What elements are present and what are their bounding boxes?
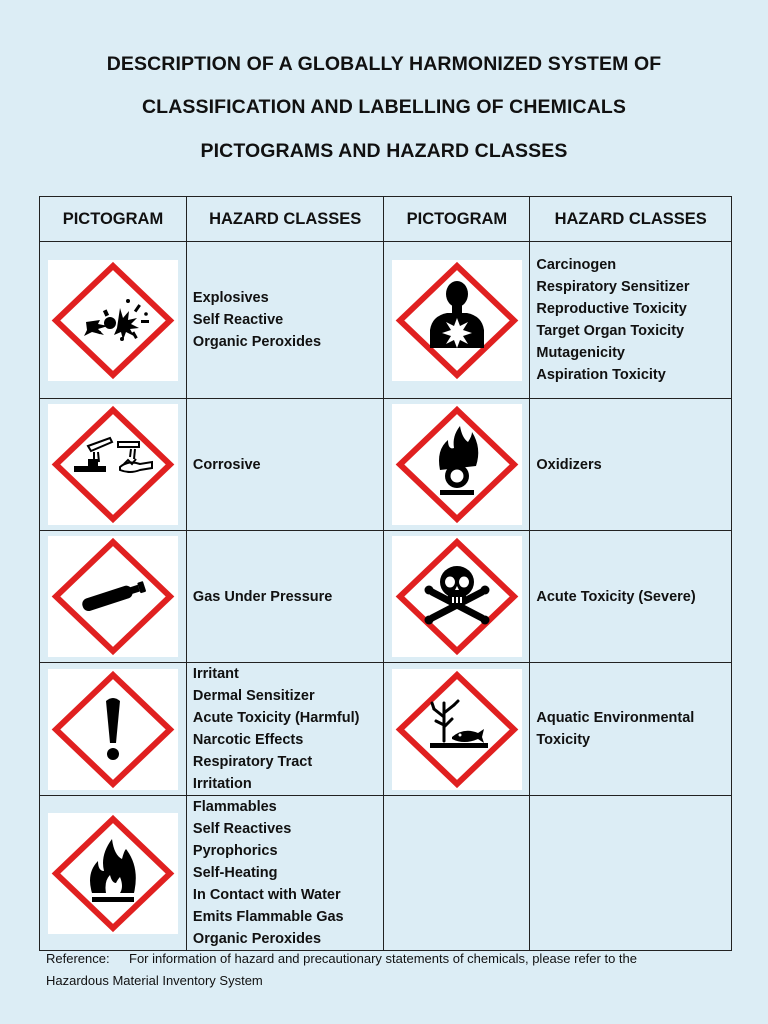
hazard-class-item: Self-Heating — [192, 865, 278, 881]
hazard-classes-environment — [530, 663, 732, 796]
hazard-classes-exclamation-mark — [186, 663, 384, 796]
exploding-bomb-icon — [48, 260, 178, 381]
hazard-class-item: Organic Peroxides — [192, 334, 322, 350]
hazard-class-item: Toxicity — [536, 732, 591, 748]
hazard-class-item: Target Organ Toxicity — [536, 323, 685, 339]
corrosion-icon — [48, 404, 178, 525]
flame-over-circle-icon — [392, 404, 522, 525]
page-subtitle: PICTOGRAMS AND HAZARD CLASSES — [200, 140, 568, 162]
header-pictogram-1: PICTOGRAM — [40, 197, 187, 242]
hazard-classes-skull-crossbones — [530, 531, 732, 663]
hazard-class-item: Gas Under Pressure — [192, 588, 333, 605]
hazard-class-item: Corrosive — [192, 456, 261, 473]
empty-cell — [530, 796, 732, 951]
hazard-class-item: Respiratory Sensitizer — [536, 279, 690, 295]
hazard-class-item: Flammables — [192, 799, 277, 815]
page-title-line-1: DESCRIPTION OF A GLOBALLY HARMONIZED SYSTEM OF — [106, 53, 662, 75]
header-hazard-classes-1: HAZARD CLASSES — [186, 197, 384, 242]
exclamation-mark-icon — [48, 669, 178, 790]
hazard-class-item: In Contact with Water — [192, 887, 341, 903]
hazard-classes-health-hazard — [530, 242, 732, 399]
skull-crossbones-icon — [392, 536, 522, 657]
hazard-class-item: Self Reactive — [192, 312, 284, 328]
table-row — [40, 531, 732, 663]
hazard-class-item: Aquatic Environmental — [536, 710, 695, 726]
hazard-class-item: Acute Toxicity (Harmful) — [192, 710, 360, 726]
header-hazard-classes-2: HAZARD CLASSES — [530, 197, 732, 242]
hazard-class-item: Pyrophorics — [192, 843, 278, 859]
table-row — [40, 399, 732, 531]
empty-cell — [384, 796, 530, 951]
reference-text-line-2: Hazardous Material Inventory System — [46, 973, 263, 988]
hazard-class-item: Self Reactives — [192, 821, 292, 837]
hazard-classes-exploding-bomb — [186, 242, 384, 399]
hazard-class-item: Acute Toxicity (Severe) — [536, 588, 696, 605]
hazard-class-item: Aspiration Toxicity — [536, 367, 666, 383]
table-header-row — [40, 197, 732, 242]
table-row — [40, 796, 732, 951]
reference-label: Reference: — [46, 951, 110, 966]
hazard-class-item: Respiratory Tract — [192, 754, 313, 770]
hazard-class-item: Irritant — [192, 666, 239, 682]
hazard-class-item: Oxidizers — [536, 456, 602, 473]
hazard-class-item: Dermal Sensitizer — [192, 688, 315, 704]
hazard-class-item: Emits Flammable Gas — [192, 909, 344, 925]
hazard-class-item: Carcinogen — [536, 257, 617, 273]
hazard-classes-corrosion — [186, 399, 384, 531]
environment-icon — [392, 669, 522, 790]
hazard-class-item: Mutagenicity — [536, 345, 625, 361]
gas-cylinder-icon — [48, 536, 178, 657]
hazard-table — [39, 196, 732, 951]
hazard-classes-flame-over-circle — [530, 399, 732, 531]
hazard-class-item: Irritation — [192, 776, 252, 792]
hazard-class-item: Organic Peroxides — [192, 931, 322, 947]
flame-icon — [48, 813, 178, 934]
hazard-class-item: Narcotic Effects — [192, 732, 304, 748]
table-row — [40, 242, 732, 399]
table-row — [40, 663, 732, 796]
hazard-class-item: Reproductive Toxicity — [536, 301, 687, 317]
reference-note — [46, 948, 736, 992]
hazard-classes-gas-cylinder — [186, 531, 384, 663]
health-hazard-icon — [392, 260, 522, 381]
reference-text-line-1: For information of hazard and precautionary statements of chemicals, please refer to the — [129, 951, 637, 966]
hazard-classes-flame — [186, 796, 384, 951]
hazard-class-item: Explosives — [192, 290, 269, 306]
page-title-line-2: CLASSIFICATION AND LABELLING OF CHEMICALS — [142, 96, 626, 118]
header-pictogram-2: PICTOGRAM — [384, 197, 530, 242]
